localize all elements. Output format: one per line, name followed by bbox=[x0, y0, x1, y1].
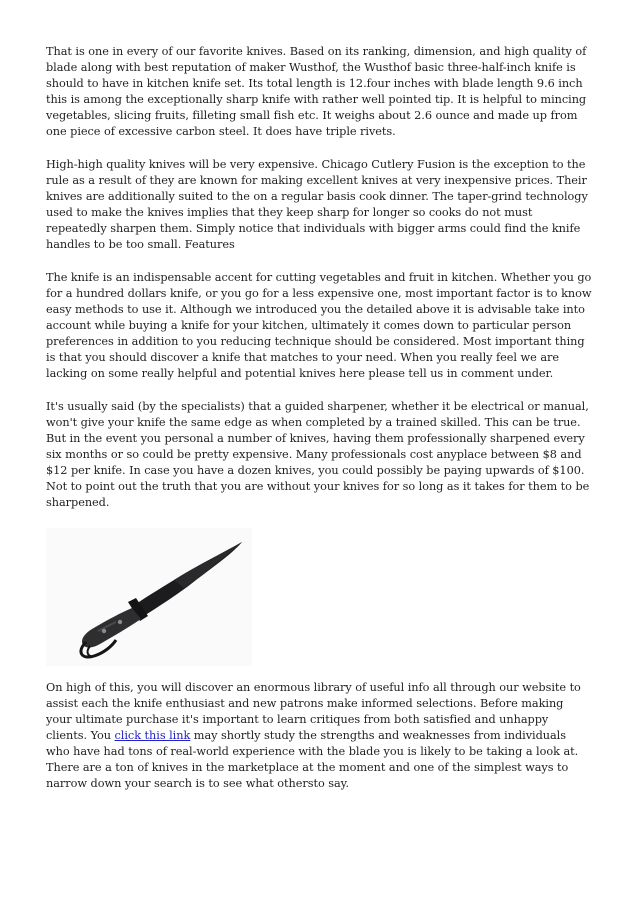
paragraph-5 bbox=[46, 680, 592, 792]
paragraph-2: High-high quality knives will be very expensive. Chicago Cutlery Fusion is the exception to the rule as a result of they are known for making excellent knives at very inexpensive prices. Their knives are additionally suited to the on a regular basis cook dinner. The taper-grind technology used to make the knives implies that they keep sharp for longer so cooks do not must repeatedly sharpen them. Simply notice that individuals with bigger arms could find the knife handles to be too small. Features bbox=[46, 158, 588, 251]
paragraph-4: It's usually said (by the specialists) that a guided sharpener, whether it be electrical or manual, won't give your knife the same edge as when completed by a trained skilled. This can be true. But in the event you personal a number of knives, having them professionally sharpened every six months or so could be pretty expensive. Many professionals cost anyplace between $8 and $12 per knife. In case you have a dozen knives, you could possibly be paying upwards of $100. Not to point out the truth that you are without your knives for so long as it takes for them to be sharpened. bbox=[46, 400, 590, 509]
paragraph-1: That is one in every of our favorite knives. Based on its ranking, dimension, and high quality of blade along with best reputation of maker Wusthof, the Wusthof basic three-half-inch knife is should to have in kitchen knife set. Its total length is 12.four inches with blade length 9.6 inch this is among the exceptionally sharp knife with rather well pointed tip. It is helpful to mincing vegetables, slicing fruits, filleting small fish etc. It weighs about 2.6 ounce and made up from one piece of excessive carbon steel. It does have triple rivets. bbox=[46, 45, 587, 138]
paragraph-5-text-after: may shortly study the strengths and weaknesses from individuals who have had tons of real-world experience with the blade you is likely to be taking a look at. There are a ton of knives in the marketplace at the moment and one of the simplest ways to narrow down your search is to see what othersto say. bbox=[46, 729, 579, 790]
paragraph-5-text-before: On high of this, you will discover an enormous library of useful info all through our website to assist each the knife enthusiast and new patrons make informed selections. Before making your ultimate purchase it's important to learn critiques from both satisfied and unhappy clients. You bbox=[46, 681, 581, 742]
knife-image bbox=[46, 528, 252, 666]
document-page bbox=[46, 44, 592, 809]
paragraph-3: The knife is an indispensable accent for cutting vegetables and fruit in kitchen. Whether you go for a hundred dollars knife, or you go for a less expensive one, most important factor is to know easy methods to use it. Although we introduced you the detailed above it is advisable take into account while buying a knife for your kitchen, ultimately it comes down to particular person preferences in addition to you reducing technique should be considered. Most important thing is that you should discover a knife that matches to your need. When you really feel we are lacking on some really helpful and potential knives here please tell us in comment under. bbox=[46, 271, 592, 380]
click-this-link[interactable]: click this link bbox=[114, 729, 191, 742]
